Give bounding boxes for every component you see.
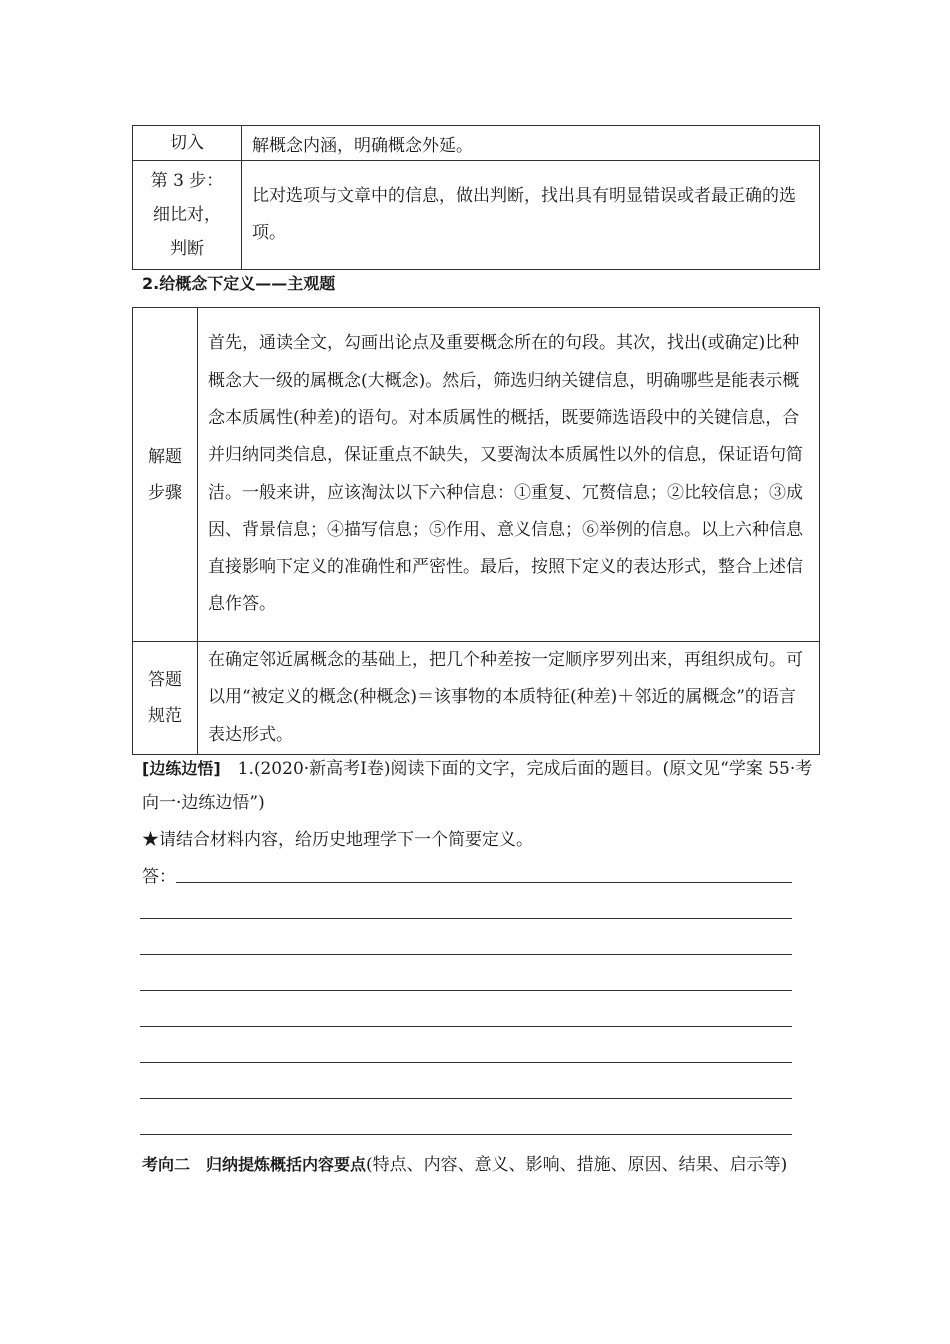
row-label [133, 161, 242, 270]
row-content: 首先，通读全文，勾画出论点及重要概念所在的句段。其次，找出(或确定)比种概念大一级的属概念(大概念)。然后，筛选归纳关键信息，明确哪些是能表示概念本质属性(种差)的语句。对本质属性的概括，既要筛选语段中的关键信息，合并归纳同类信息，保证重点不缺失，又要淘汰本质属性以外的信息，保证语句简洁。一般来讲，应该淘汰以下六种信息：①重复、冗赘信息；②比较信息；③成因、背景信息；④描写信息；⑤作用、意义信息；⑥举例的信息。以上六种信息直接影响下定义的准确性和严密性。最后，按照下定义的表达形式，整合上述信息作答。 [198, 308, 820, 642]
step-table [132, 125, 820, 270]
label-line: 步骤 [148, 482, 182, 503]
label-line: 规范 [148, 705, 182, 726]
label-line: 细比对， [153, 205, 221, 225]
row-content: 在确定邻近属概念的基础上，把几个种差按一定顺序罗列出来，再组织成句。可以用“被定义的概念(种概念)＝该事物的本质特征(种差)＋邻近的属概念”的语言表达形式。 [198, 642, 820, 755]
answer-line[interactable] [140, 954, 792, 955]
answer-line[interactable] [140, 990, 792, 991]
answer-line[interactable] [140, 918, 792, 919]
table-row [133, 308, 820, 642]
answer-line[interactable] [140, 1098, 792, 1099]
practice-tag: [边练边悟] [142, 759, 221, 778]
row-label [133, 308, 198, 642]
label-line: 判断 [170, 239, 204, 259]
topic-heading [142, 1147, 832, 1183]
task-prompt: ★请结合材料内容，给历史地理学下一个简要定义。 [142, 830, 533, 850]
answer-line[interactable] [140, 1134, 792, 1135]
answer-line[interactable] [176, 882, 792, 883]
row-content: 比对选项与文章中的信息，做出判断，找出具有明显错误或者最正确的选项。 [242, 161, 820, 270]
table-row [133, 642, 820, 755]
row-label [133, 642, 198, 755]
answer-line[interactable] [140, 1062, 792, 1063]
section-title: 2.给概念下定义——主观题 [142, 274, 336, 293]
row-content: 解概念内涵，明确概念外延。 [242, 126, 820, 161]
label-line: 第 3 步： [150, 171, 224, 191]
topic-subtitle: (特点、内容、意义、影响、措施、原因、结果、启示等) [366, 1155, 788, 1175]
label-line: 答题 [148, 669, 182, 690]
answer-label: 答： [142, 867, 176, 887]
row-label: 切入 [133, 126, 242, 161]
topic-title: 考向二 归纳提炼概括内容要点 [142, 1155, 367, 1174]
practice-question [142, 752, 814, 820]
table-row [133, 126, 820, 161]
label-line: 解题 [148, 446, 182, 467]
definition-table [132, 307, 820, 755]
answer-line[interactable] [140, 1026, 792, 1027]
practice-text: 1.(2020·新高考Ⅰ卷)阅读下面的文字，完成后面的题目。(原文见“学案 55·考向一·边练边悟”) [142, 759, 813, 813]
table-row [133, 161, 820, 270]
